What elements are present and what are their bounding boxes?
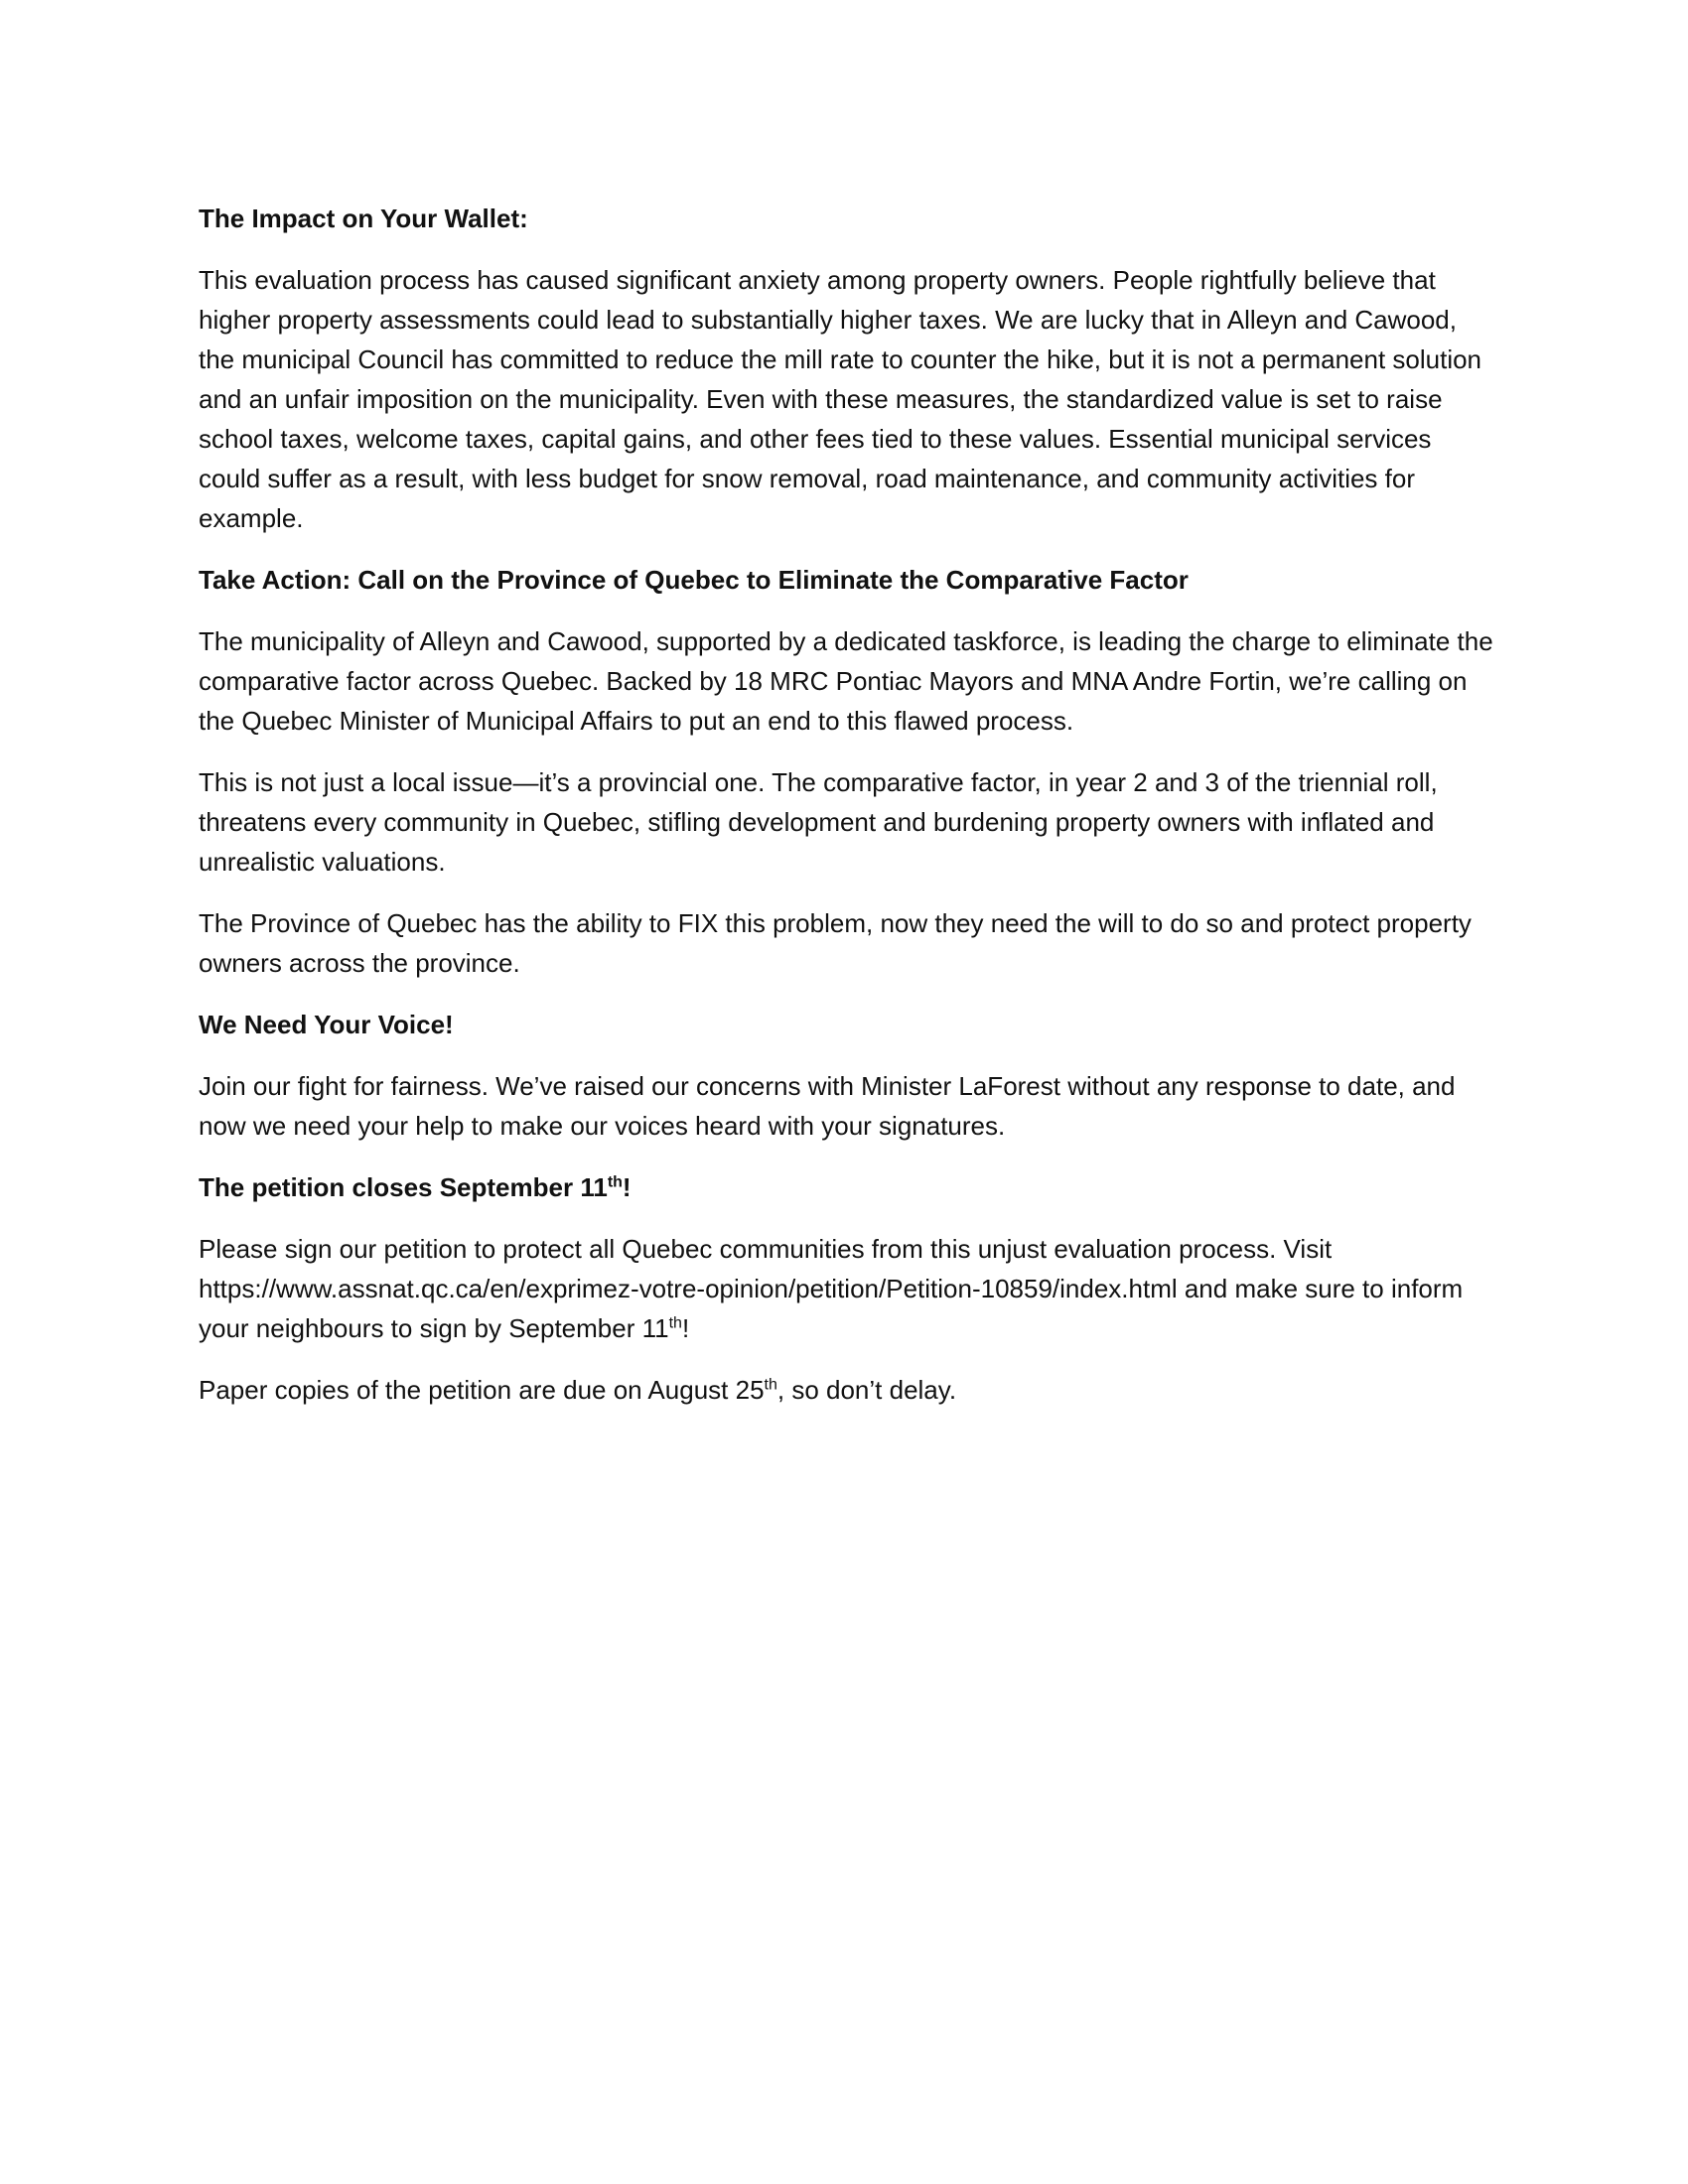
paper-copies-suffix: th xyxy=(764,1376,777,1394)
take-action-heading: Take Action: Call on the Province of Quebec to Eliminate the Comparative Factor xyxy=(199,565,1189,595)
paper-copies-text: Paper copies of the petition are due on August 25 xyxy=(199,1375,765,1405)
petition-paragraph-text: Please sign our petition to protect all Quebec communities from this unjust evaluation process. Visit https://www.assnat.qc.ca/en/exprimez-votre-opinion/petition/Petition-10859/index.html and make sure to inform your neighbours to sign by September 11 xyxy=(199,1234,1464,1343)
petition-paragraph-end: ! xyxy=(681,1313,690,1343)
voice-heading: We Need Your Voice! xyxy=(199,1010,454,1039)
voice-paragraph: Join our fight for fairness. We’ve raised our concerns with Minister LaForest without any response to date, and now we need your help to make our voices heard with your signatures. xyxy=(199,1071,1456,1141)
wallet-heading: The Impact on Your Wallet: xyxy=(199,204,528,233)
action-paragraph-3: The Province of Quebec has the ability to FIX this problem, now they need the will to do so and protect property owners across the province. xyxy=(199,908,1472,978)
action-paragraph-1: The municipality of Alleyn and Cawood, supported by a dedicated taskforce, is leading the charge to eliminate the comparative factor across Quebec. Backed by 18 MRC Pontiac Mayors and MNA Andre Fortin, we’re calling on the Quebec Minister of Municipal Affairs to put an end to this flawed process. xyxy=(199,626,1493,736)
petition-paragraph-suffix: th xyxy=(668,1314,682,1332)
petition-heading-text: The petition closes September 11 xyxy=(199,1172,608,1202)
petition-heading-suffix: th xyxy=(607,1173,623,1191)
petition-paragraph xyxy=(199,1229,1499,1348)
document-page xyxy=(199,199,1499,1432)
action-paragraph-2: This is not just a local issue—it’s a provincial one. The comparative factor, in year 2 and 3 of the triennial roll, threatens every community in Quebec, stifling development and burdening property owners with inflated and unrealistic valuations. xyxy=(199,767,1438,877)
petition-heading xyxy=(199,1167,1499,1207)
petition-heading-end: ! xyxy=(622,1172,632,1202)
wallet-paragraph: This evaluation process has caused significant anxiety among property owners. People rightfully believe that higher property assessments could lead to substantially higher taxes. We are lucky that in Alleyn and Cawood, the municipal Council has committed to reduce the mill rate to counter the hike, but it is not a permanent solution and an unfair imposition on the municipality. Even with these measures, the standardized value is set to raise school taxes, welcome taxes, capital gains, and other fees tied to these values. Essential municipal services could suffer as a result, with less budget for snow removal, road maintenance, and community activities for example. xyxy=(199,265,1482,533)
paper-copies-end: , so don’t delay. xyxy=(776,1375,957,1405)
paper-copies-paragraph xyxy=(199,1370,1499,1410)
